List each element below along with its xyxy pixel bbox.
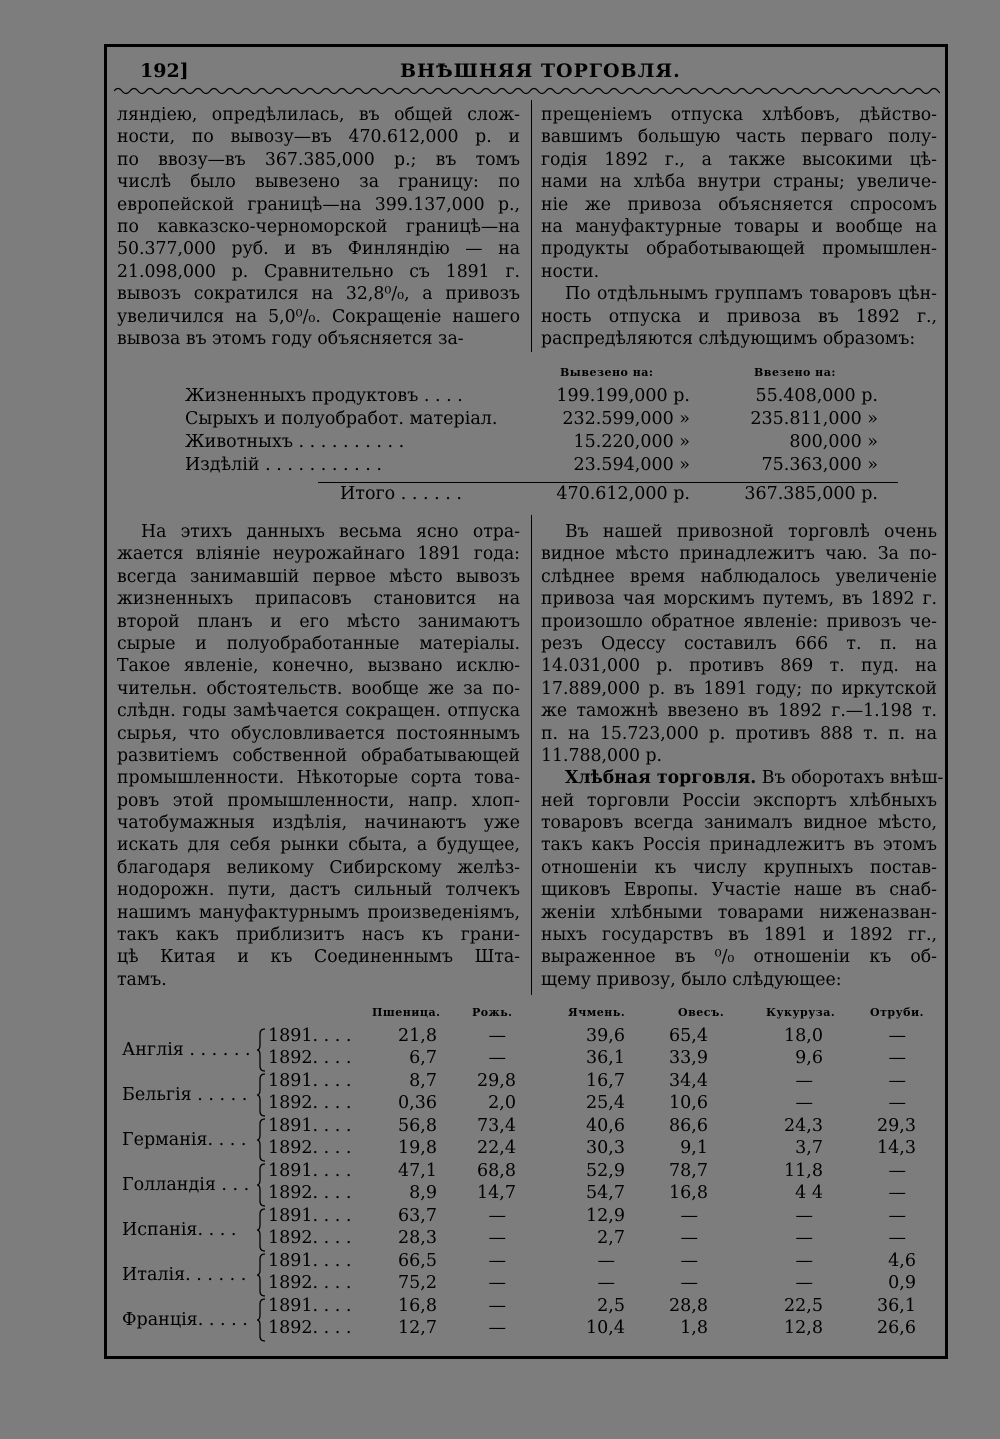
table-cell: 34,4 — [669, 1071, 708, 1091]
text-line: товаровъ всегда занималъ видное мѣсто, — [541, 813, 937, 834]
country-name: Бельгiя . . . . . — [122, 1085, 248, 1105]
country-name: Италiя. . . . . . — [122, 1265, 247, 1285]
table-cell: 75,2 — [398, 1273, 437, 1293]
text-line: тамъ. — [117, 969, 167, 990]
table-cell: — — [795, 1228, 813, 1248]
text-line: слѣднее время наблюдалось увеличенiе — [541, 566, 937, 587]
text-line: щиковъ Европы. Участiе наше въ снаб- — [541, 880, 937, 901]
table-cell: 28,3 — [398, 1228, 437, 1248]
column-header: Овесъ. — [678, 1006, 725, 1019]
table-cell: — — [488, 1206, 506, 1226]
table-cell: — — [488, 1026, 506, 1046]
table-cell: 6,7 — [409, 1048, 437, 1068]
table-cell: 12,8 — [784, 1318, 823, 1338]
table1-export-value: 232.599,000 » — [562, 409, 690, 429]
country-name: Англiя . . . . . . — [122, 1040, 251, 1060]
table-cell: 14,7 — [477, 1183, 516, 1203]
table-cell: — — [888, 1071, 906, 1091]
text-line: же таможнѣ ввезено въ 1892 г.—1.198 т. — [541, 701, 937, 722]
year-label: 1892. . . . — [268, 1093, 352, 1113]
country-name: Францiя. . . . . — [122, 1310, 248, 1330]
table1-import-value: 55.408,000 р. — [755, 386, 878, 406]
table-cell: 40,6 — [586, 1116, 625, 1136]
table-cell: 8,7 — [409, 1071, 437, 1091]
year-label: 1891. . . . — [268, 1206, 352, 1226]
table-cell: 1,8 — [680, 1318, 708, 1338]
table-cell: — — [680, 1251, 698, 1271]
text-line: видное мѣсто принадлежитъ чаю. За по- — [541, 544, 937, 565]
table-cell: — — [488, 1251, 506, 1271]
table1-row-label: Животныхъ . . . . . . . . . . — [185, 432, 405, 452]
table-cell: 0,9 — [888, 1273, 916, 1293]
text-line: резъ Одессу составилъ 666 т. п. на — [541, 633, 937, 654]
text-line: по кавказско-черноморской границѣ—на — [117, 216, 520, 237]
table-cell: — — [795, 1206, 813, 1226]
table-cell: 3,7 — [795, 1138, 823, 1158]
text-line: увеличился на 5,0⁰/₀. Сокращенiе нашего — [117, 306, 520, 327]
table-cell: 47,1 — [398, 1161, 437, 1181]
table-cell: 19,8 — [398, 1138, 437, 1158]
text-line: 21.098,000 р. Сравнительно съ 1891 г. — [117, 261, 520, 282]
text-line: ности. — [541, 261, 600, 282]
table1-total-rule — [318, 482, 898, 483]
text-line: Такое явленiе, конечно, вызвано исклю- — [117, 656, 520, 677]
table-cell: 54,7 — [586, 1183, 625, 1203]
year-label: 1891. . . . — [268, 1071, 352, 1091]
brace-icon — [256, 1253, 266, 1297]
text-line: по ввозу—въ 367.385,000 р.; въ томъ — [117, 149, 520, 170]
table-cell: 36,1 — [586, 1048, 625, 1068]
text-line: второй планъ и его мѣсто занимаютъ — [117, 611, 520, 632]
text-line: благодаря великому Сибирскому желѣз- — [117, 857, 520, 878]
table-cell: — — [795, 1071, 813, 1091]
text-line: прещенiемъ отпуска хлѣбовъ, дѣйство- — [541, 105, 937, 125]
text-line: всегда занимавшiй первое мѣсто вывозъ — [117, 566, 520, 587]
table-cell: 66,5 — [398, 1251, 437, 1271]
table-cell: — — [680, 1273, 698, 1293]
country-name: Испанiя. . . . — [122, 1220, 237, 1240]
table-cell: 52,9 — [586, 1161, 625, 1181]
brace-icon — [256, 1118, 266, 1162]
text-line: ности, по вывозу—въ 470.612,000 р. и — [117, 127, 520, 148]
brace-icon — [256, 1298, 266, 1342]
text-line: ней торговли Россiи экспортъ хлѣбныхъ — [541, 790, 937, 811]
brace-icon — [256, 1073, 266, 1117]
text-line: отношенiи къ числу крупныхъ постав- — [541, 857, 937, 878]
table-cell: 12,7 — [398, 1318, 437, 1338]
brace-icon — [256, 1028, 266, 1072]
column-header: Пшеница. — [372, 1006, 441, 1019]
table-cell: 33,9 — [669, 1048, 708, 1068]
table-cell: — — [795, 1273, 813, 1293]
table-cell: 21,8 — [398, 1026, 437, 1046]
header-wavy-rule — [114, 86, 940, 96]
table-cell: — — [680, 1206, 698, 1226]
table-cell: 16,8 — [669, 1183, 708, 1203]
table-cell: 14,3 — [877, 1138, 916, 1158]
table-cell: — — [888, 1093, 906, 1113]
text-line: цѣ Китая и къ Соединеннымъ Шта- — [117, 947, 520, 968]
text-column-mid-left — [117, 521, 520, 991]
table-cell: — — [888, 1228, 906, 1248]
table-cell: 25,4 — [586, 1093, 625, 1113]
text-line: 11.788,000 р. — [541, 745, 662, 766]
table1-row-label: Итого . . . . . . — [340, 484, 462, 504]
text-line: на мануфактурные товары и вообще на — [541, 216, 937, 237]
text-column-top-right — [541, 104, 937, 350]
table-cell: — — [888, 1161, 906, 1181]
table-cell: 73,4 — [477, 1116, 516, 1136]
table-cell: 56,8 — [398, 1116, 437, 1136]
text-line: Хлѣбная торговля. Въ оборотахъ внѣш- — [565, 768, 944, 789]
text-line: привоза чая морскимъ путемъ, въ 1892 г. — [541, 589, 937, 610]
text-line: вывозъ сократился на 32,8⁰/₀, а привозъ — [117, 284, 520, 305]
table1-import-value: 800,000 » — [789, 432, 878, 452]
page-number: 192] — [140, 60, 189, 82]
text-line: годiя 1892 г., а также высокими цѣ- — [541, 149, 937, 170]
text-line: 50.377,000 руб. и въ Финляндiю — на — [117, 239, 520, 260]
table-cell: 2,0 — [488, 1093, 516, 1113]
table1-import-value: 367.385,000 р. — [744, 484, 878, 504]
table-cell: 22,5 — [784, 1296, 823, 1316]
table-cell: 68,8 — [477, 1161, 516, 1181]
table-cell: 10,6 — [669, 1093, 708, 1113]
text-line: распредѣляются слѣдующимъ образомъ: — [541, 328, 916, 349]
table1-import-value: 235.811,000 » — [750, 409, 878, 429]
text-line: жается влiянiе неурожайнаго 1891 года: — [117, 544, 520, 565]
text-line: жизненныхъ припасовъ становится на — [117, 589, 520, 610]
table1-header-import: Ввезено на: — [754, 366, 836, 379]
text-line: числѣ было вывезено за границу: по — [117, 172, 520, 193]
text-line: ляндiею, опредѣлилась, въ общей слож- — [117, 105, 520, 125]
column-header: Кукуруза. — [766, 1006, 836, 1019]
table-cell: — — [488, 1273, 506, 1293]
column-divider-top — [531, 100, 532, 352]
text-line: нiе же привоза объясняется спросомъ — [541, 194, 937, 215]
text-line: 17.889,000 р. въ 1891 году; по иркутской — [541, 678, 937, 699]
table-cell: 30,3 — [586, 1138, 625, 1158]
table-cell: — — [597, 1273, 615, 1293]
table-cell: 18,0 — [784, 1026, 823, 1046]
year-label: 1891. . . . — [268, 1251, 352, 1271]
brace-icon — [256, 1163, 266, 1207]
table1-export-value: 23.594,000 » — [573, 455, 690, 475]
text-line: слѣдн. годы замѣчается сокращен. отпуска — [117, 701, 520, 722]
table-cell: 16,8 — [398, 1296, 437, 1316]
table-cell: — — [488, 1228, 506, 1248]
table-cell: 65,4 — [669, 1026, 708, 1046]
year-label: 1891. . . . — [268, 1296, 352, 1316]
text-line: ныхъ государствъ въ 1891 и 1892 гг., — [541, 925, 937, 946]
table1-header-export: Вывезено на: — [560, 366, 654, 379]
text-line: п. на 15.723,000 р. противъ 888 т. п. на — [541, 723, 937, 744]
text-line: Въ нашей привозной торговлѣ очень — [565, 522, 937, 542]
table-cell: — — [888, 1206, 906, 1226]
table-cell: 36,1 — [877, 1296, 916, 1316]
table-cell: — — [888, 1026, 906, 1046]
table-cell: 78,7 — [669, 1161, 708, 1181]
table-cell: — — [597, 1251, 615, 1271]
column-header: Отруби. — [870, 1006, 924, 1019]
text-line: произошло обратное явленiе: привозъ че- — [541, 611, 937, 632]
table-cell: 24,3 — [784, 1116, 823, 1136]
text-line: На этихъ данныхъ весьма ясно отра- — [141, 522, 520, 542]
text-line: сырые и полуобработанные матерiалы. — [117, 633, 520, 654]
table1-row-label: Издѣлiй . . . . . . . . . . . — [185, 455, 382, 475]
table1-import-value: 75.363,000 » — [761, 455, 878, 475]
column-divider-mid — [531, 515, 532, 995]
table-cell: 39,6 — [586, 1026, 625, 1046]
country-name: Германiя. . . . — [122, 1130, 247, 1150]
table-cell: 0,36 — [398, 1093, 437, 1113]
table1-row-label: Жизненныхъ продуктовъ . . . . — [185, 386, 463, 406]
text-line: женiи хлѣбными товарами ниженазван- — [541, 902, 937, 923]
table-cell: 86,6 — [669, 1116, 708, 1136]
table-cell: — — [888, 1183, 906, 1203]
table-cell: 26,6 — [877, 1318, 916, 1338]
text-line: сырья, что обусловливается постояннымъ — [117, 723, 520, 744]
table-cell: — — [488, 1048, 506, 1068]
table-cell: 12,9 — [586, 1206, 625, 1226]
text-line: выраженное въ ⁰/₀ отношенiи къ об- — [541, 947, 937, 968]
table-cell: — — [795, 1093, 813, 1113]
table-cell: 63,7 — [398, 1206, 437, 1226]
table-cell: 16,7 — [586, 1071, 625, 1091]
table-cell: 28,8 — [669, 1296, 708, 1316]
text-line: ровъ этой промышленности, напр. хлоп- — [117, 790, 520, 811]
table1-export-value: 199.199,000 р. — [556, 386, 690, 406]
text-column-top-left — [117, 104, 520, 350]
table-cell: 4 4 — [795, 1183, 823, 1203]
table-cell: — — [888, 1048, 906, 1068]
table-cell: 29,3 — [877, 1116, 916, 1136]
text-line: такъ какъ приблизитъ насъ къ грани- — [117, 925, 520, 946]
section-heading: Хлѣбная торговля. — [565, 768, 757, 789]
year-label: 1892. . . . — [268, 1138, 352, 1158]
text-line: искать для себя рынки сбыта, а будущее, — [117, 835, 520, 856]
table-cell: 11,8 — [784, 1161, 823, 1181]
year-label: 1891. . . . — [268, 1161, 352, 1181]
table-cell: 2,5 — [597, 1296, 625, 1316]
year-label: 1892. . . . — [268, 1183, 352, 1203]
table-cell: — — [680, 1228, 698, 1248]
table-cell: 8,9 — [409, 1183, 437, 1203]
column-header: Рожь. — [472, 1006, 513, 1019]
text-line: нашимъ мануфактурнымъ произведенiямъ, — [117, 902, 520, 923]
text-line: По отдѣльнымъ группамъ товаровъ цѣн- — [565, 284, 937, 305]
text-line: 14.031,000 р. противъ 869 т. пуд. на — [541, 656, 937, 677]
text-line: вавшимъ большую часть перваго полу- — [541, 127, 937, 148]
page-title: ВНѢШНЯЯ ТОРГОВЛЯ. — [400, 60, 681, 82]
table1-export-value: 470.612,000 р. — [556, 484, 690, 504]
table-cell: 9,6 — [795, 1048, 823, 1068]
text-line: вывоза въ этомъ году объясняется за- — [117, 328, 464, 349]
year-label: 1891. . . . — [268, 1026, 352, 1046]
text-line: европейской границѣ—на 399.137,000 р., — [117, 194, 520, 215]
text-line: такъ какъ Россiя принадлежитъ въ этомъ — [541, 835, 937, 856]
text-line: нодорожн. пути, дастъ сильный толчекъ — [117, 880, 520, 901]
table-cell: 9,1 — [680, 1138, 708, 1158]
text-line: чатобумажныя издѣлiя, начинаютъ уже — [117, 813, 520, 834]
table-cell: 22,4 — [477, 1138, 516, 1158]
table-cell: — — [488, 1296, 506, 1316]
year-label: 1892. . . . — [268, 1228, 352, 1248]
text-line: промышленности. Нѣкоторые сорта това- — [117, 768, 520, 789]
brace-icon — [256, 1208, 266, 1252]
table-cell: — — [795, 1251, 813, 1271]
table1-export-value: 15.220,000 » — [573, 432, 690, 452]
year-label: 1892. . . . — [268, 1048, 352, 1068]
text-line: щему привозу, было слѣдующее: — [541, 969, 842, 990]
year-label: 1892. . . . — [268, 1273, 352, 1293]
table-cell: 29,8 — [477, 1071, 516, 1091]
text-line: чительн. обстоятельств. вообще же за по- — [117, 678, 520, 699]
table-cell: 10,4 — [586, 1318, 625, 1338]
table-cell: 2,7 — [597, 1228, 625, 1248]
year-label: 1892. . . . — [268, 1318, 352, 1338]
text-line: ность отпуска и привоза въ 1892 г., — [541, 306, 937, 327]
text-column-mid-right — [541, 521, 944, 991]
text-line: нами на хлѣба внутри страны; увеличе- — [541, 172, 937, 193]
column-header: Ячмень. — [568, 1006, 626, 1019]
country-name: Голландiя . . . — [122, 1175, 250, 1195]
text-line: продукты обработывающей промышлен- — [541, 239, 937, 260]
text-line: развитiемъ собственной обрабатывающей — [117, 745, 520, 766]
table-cell: 4,6 — [888, 1251, 916, 1271]
year-label: 1891. . . . — [268, 1116, 352, 1136]
table-cell: — — [488, 1318, 506, 1338]
table1-row-label: Сырыхъ и полуобработ. матерiал. — [185, 409, 498, 429]
